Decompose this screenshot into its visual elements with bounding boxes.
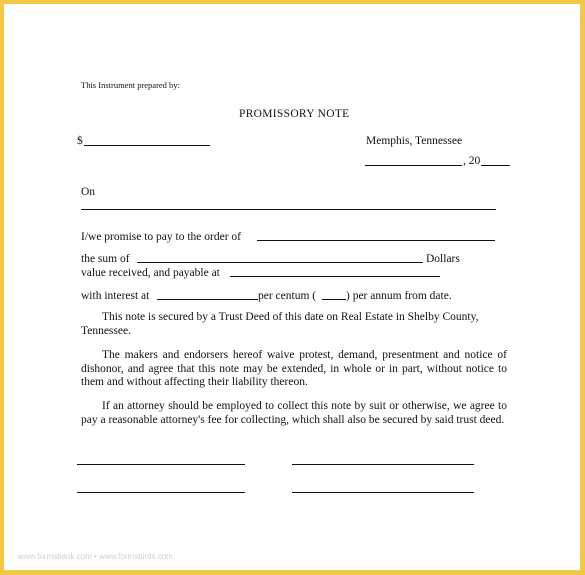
signature-line-2[interactable] <box>292 464 474 465</box>
interest-line[interactable] <box>157 299 258 300</box>
paragraph-trust-deed: This note is secured by a Trust Deed of this date on Real Estate in Shelby County, Tennessee. <box>81 311 479 337</box>
sum-label: the sum of <box>81 253 130 265</box>
amount-line[interactable] <box>84 145 210 146</box>
paragraph-waiver: The makers and endorsers hereof waive protest, demand, presentment and notice of dishonor, and agree that this note may be extended, in whole or in part, without notice to them and without affecting their liability thereon. <box>81 349 507 389</box>
centum-line[interactable] <box>322 299 346 300</box>
signature-line-4[interactable] <box>292 492 474 493</box>
payable-at-line[interactable] <box>230 276 440 277</box>
signature-line-3[interactable] <box>77 492 245 493</box>
signature-line-1[interactable] <box>77 464 245 465</box>
date-line[interactable] <box>365 165 462 166</box>
location-text: Memphis, Tennessee <box>366 135 463 147</box>
paragraph-attorney-fee: If an attorney should be employed to collect this note by suit or otherwise, we agree to pay a reasonable attorney's fee for collecting, which shall also be secured by said trust deed. <box>81 400 507 426</box>
promise-label: I/we promise to pay to the order of <box>81 231 241 243</box>
on-label: On <box>81 186 96 198</box>
prepared-by-label: This Instrument prepared by: <box>81 80 180 90</box>
on-line[interactable] <box>81 209 496 210</box>
dollar-sign: $ <box>77 135 83 147</box>
year-line[interactable] <box>481 165 510 166</box>
interest-label: with interest at <box>81 290 150 302</box>
per-annum-label: ) per annum from date. <box>346 290 452 302</box>
document-page <box>4 4 580 570</box>
per-centum-label: per centum ( <box>258 290 317 302</box>
dollars-label: Dollars <box>426 253 460 265</box>
payee-line[interactable] <box>257 240 495 241</box>
value-label: value received, and payable at <box>81 267 220 279</box>
year-prefix: , 20 <box>463 155 481 167</box>
document-title: PROMISSORY NOTE <box>239 108 350 120</box>
sum-line[interactable] <box>137 262 423 263</box>
watermark-text: www.formsbank.com • www.formsbirds.com <box>18 552 173 561</box>
